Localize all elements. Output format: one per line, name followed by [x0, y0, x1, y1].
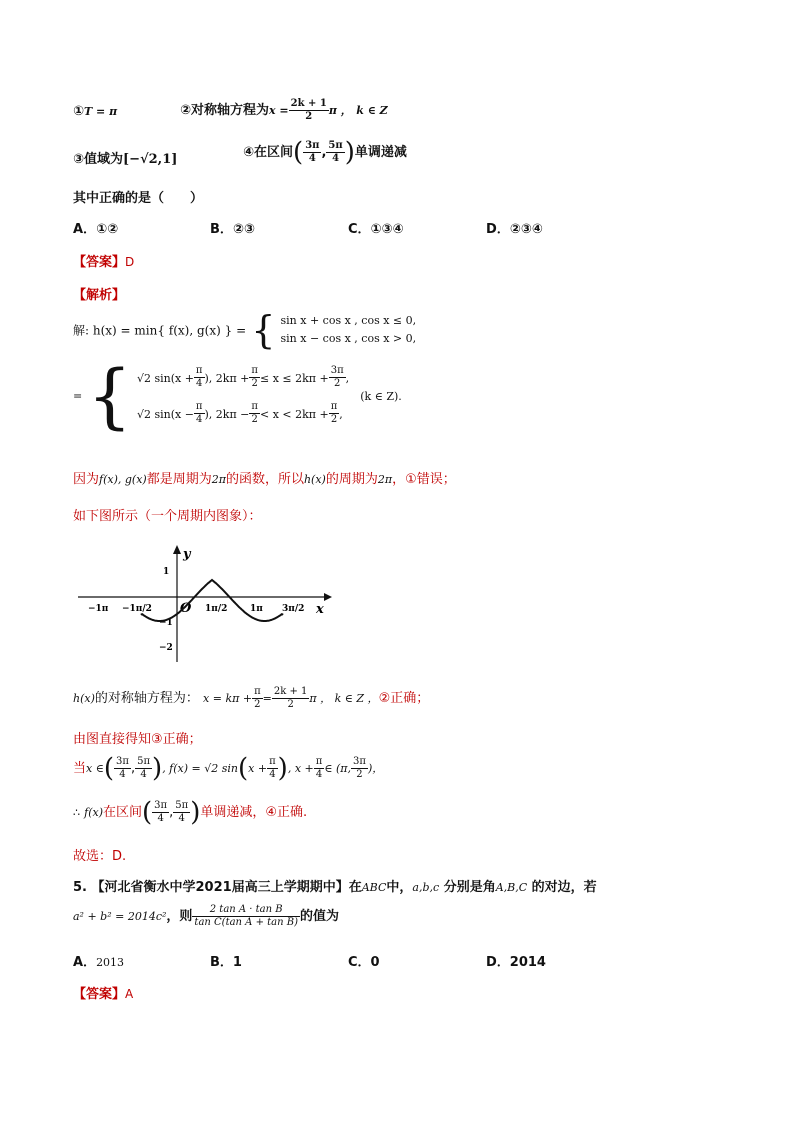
- option-3: ③值域为[−√2,1]: [73, 152, 178, 167]
- question-5: 5. 【河北省衡水中学2021届高三上学期期中】在ABC中，a,b,c 分别是角A,B,C 的对边，若: [73, 880, 597, 895]
- question-5-cont: a² + b² = 2014c²，则 $\frac{\text{2 tan A · tan B}}{\text{tan C(tan A + tan B)}}$ 的值为: [73, 904, 339, 928]
- choice-c: C．①③④: [348, 222, 404, 237]
- x-tick-label: −1π: [88, 604, 109, 614]
- x-tick-label: −1π/2: [122, 604, 152, 614]
- x-axis-arrow: [324, 593, 332, 601]
- monotonic-line: 当x ∈( $\frac{3\pi}{4}$ , $\frac{5\pi}{4}$ ), f(x) = √2 sin(x + $\frac{\pi}{4}$ ), x + $\frac{\pi}{4}$ ∈ (π, $\frac{3\pi}{2}$ )，: [73, 753, 384, 784]
- graph-intro: 如下图所示（一个周期内图象）：: [73, 509, 262, 524]
- origin-label: O: [180, 601, 192, 616]
- q5-choice-b: B．1: [210, 955, 242, 970]
- y-tick-label: −2: [159, 643, 173, 653]
- option-4: ④在区间( $\frac{3\pi}{4}$ , $\frac{5\pi}{4}$ )单调递减: [243, 137, 407, 168]
- q5-choice-a: A．2013: [73, 955, 125, 970]
- answer-1: 【答案】D: [73, 255, 135, 270]
- solution-line-2: = { √2 sin(x + $\frac{\pi}{4}$ ), 2kπ + $\frac{\pi}{2}$ ≤ x ≤ 2kπ + $\frac{3\pi}{2}$ , √2 sin(x − $\frac{\pi}{4}$ ), 2kπ − $\frac{\pi}{2}$ < x < 2kπ + $\frac{\pi}{2}$ , (k ∈ Z).: [73, 355, 402, 437]
- x-axis-label: x: [316, 602, 324, 617]
- choice-b: B．②③: [210, 222, 255, 237]
- range-line: 由图直接得知③正确；: [73, 732, 202, 747]
- answer-2: 【答案】A: [73, 987, 134, 1002]
- q5-choice-d: D．2014: [486, 955, 546, 970]
- question-prompt: 其中正确的是（ ）: [73, 191, 204, 206]
- x-tick-label: 1π: [250, 604, 263, 614]
- function-graph: [70, 540, 340, 670]
- period-line: 因为f(x), g(x)都是周期为2π的函数，所以h(x)的周期为2π，①错误；: [73, 472, 456, 487]
- option-1: ①T = π: [73, 104, 118, 119]
- final-answer-line: 故选：D.: [73, 849, 127, 864]
- y-axis-arrow: [173, 545, 181, 554]
- choice-a: A．①②: [73, 222, 119, 237]
- conclusion-line: ∴ f(x)在区间( $\frac{3\pi}{4}$ , $\frac{5\pi}{4}$ )单调递减，④正确.: [73, 797, 308, 828]
- y-tick-label: 1: [163, 567, 170, 577]
- x-tick-label: 1π/2: [205, 604, 228, 614]
- choice-d: D．②③④: [486, 222, 543, 237]
- solution-line-1: 解: h(x) = min{ f(x), g(x) } = { sin x + cos x , cos x ≤ 0, sin x − cos x , cos x > 0,: [73, 308, 417, 352]
- x-tick-label: 3π/2: [282, 604, 305, 614]
- function-curve: [141, 580, 283, 621]
- axis-line: h(x)的对称轴方程为： x = kπ + $\frac{\pi}{2}$ = $\frac{2k + 1}{2}$ π ， k ∈ Z ，②正确；: [73, 686, 430, 710]
- option-2: ②对称轴方程为x = $\frac{2k + 1}{2}$ π ， k ∈ Z: [180, 98, 388, 122]
- q5-choice-c: C．0: [348, 955, 380, 970]
- y-axis-label: y: [183, 547, 191, 562]
- analysis-tag: 【解析】: [73, 288, 126, 303]
- y-tick-label: −1: [159, 618, 173, 628]
